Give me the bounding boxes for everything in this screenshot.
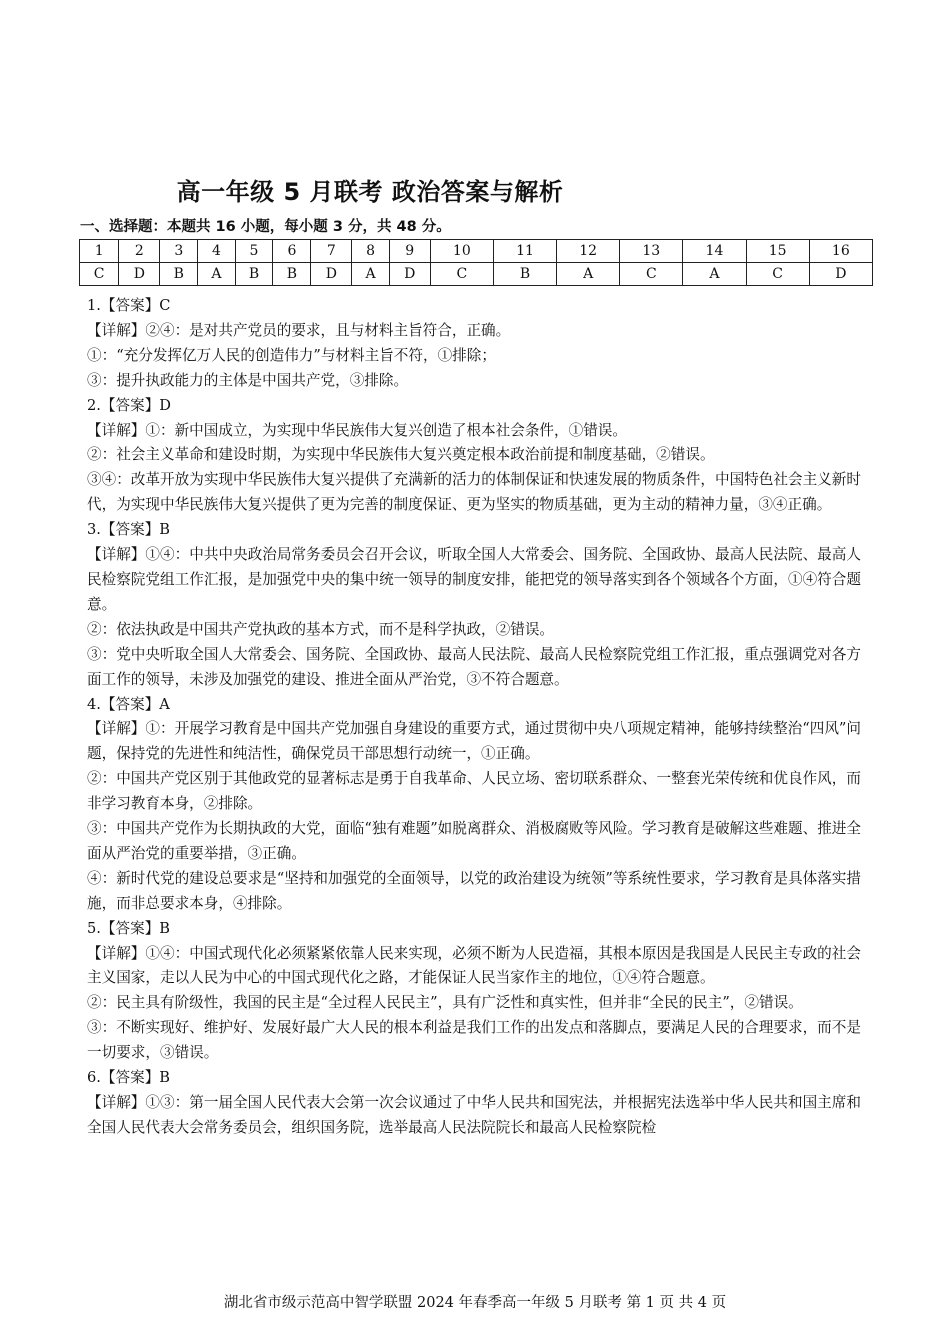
explanation-line: ③：提升执政能力的主体是中国共产党，③排除。 bbox=[87, 371, 409, 389]
question-number-cell: 6 bbox=[273, 240, 311, 263]
answer-line: 3.【答案】B bbox=[87, 521, 171, 539]
question-number-cell: 3 bbox=[160, 240, 198, 263]
question-number-cell: 7 bbox=[311, 240, 352, 263]
page-footer: 湖北省市级示范高中智学联盟 2024 年春季高一年级 5 月联考 第 1 页 共 4 页 bbox=[223, 1295, 727, 1311]
answer-cell: C bbox=[746, 263, 809, 286]
explanation-line: ②：民主具有阶级性，我国的民主是“全过程人民民主”，具有广泛性和真实性，但并非“全民的民主”，②错误。 bbox=[87, 994, 803, 1012]
question-number-cell: 12 bbox=[557, 240, 620, 263]
explanation-line: 【详解】①：开展学习教育是中国共产党加强自身建设的重要方式，通过贯彻中央八项规定精神，能够持续整治“四风”问题，保持党的先进性和纯洁性，确保党员干部思想行动统一，①正确。 bbox=[87, 720, 861, 763]
answer-cell: B bbox=[493, 263, 556, 286]
question-number-cell: 11 bbox=[493, 240, 556, 263]
explanation-line: ①：“充分发挥亿万人民的创造伟力”与材料主旨不符，①排除； bbox=[87, 346, 496, 364]
answer-cell: A bbox=[683, 263, 746, 286]
answer-table bbox=[79, 239, 873, 286]
answer-cell: B bbox=[273, 263, 311, 286]
answer-line: 5.【答案】B bbox=[87, 919, 171, 937]
answer-cell: B bbox=[235, 263, 273, 286]
question-number-cell: 8 bbox=[352, 240, 389, 263]
answer-cell: B bbox=[160, 263, 198, 286]
explanation-line: 【详解】①：新中国成立，为实现中华民族伟大复兴创造了根本社会条件，①错误。 bbox=[87, 421, 627, 439]
question-number-cell: 1 bbox=[80, 240, 119, 263]
explanation-line: ②：中国共产党区别于其他政党的显著标志是勇于自我革命、人民立场、密切联系群众、一整套光荣传统和优良作风，而非学习教育本身，②排除。 bbox=[87, 770, 861, 813]
answer-cell: D bbox=[389, 263, 430, 286]
question-number-cell: 10 bbox=[430, 240, 493, 263]
answer-line: 1.【答案】C bbox=[87, 297, 171, 314]
explanation-line: ②：社会主义革命和建设时期，为实现中华民族伟大复兴奠定根本政治前提和制度基础，②错误。 bbox=[87, 446, 715, 464]
answer-cell: D bbox=[809, 263, 872, 286]
answer-cell: A bbox=[557, 263, 620, 286]
explanation-line: 【详解】①③：第一届全国人民代表大会第一次会议通过了中华人民共和国宪法，并根据宪法选举中华人民共和国主席和全国人民代表大会常务委员会，组织国务院，选举最高人民法院院长和最高人民检察院检 bbox=[87, 1094, 861, 1136]
answer-line: 6.【答案】B bbox=[87, 1069, 171, 1087]
answer-cell: D bbox=[311, 263, 352, 286]
explanation-line: 【详解】②④：是对共产党员的要求，且与材料主旨符合，正确。 bbox=[87, 321, 511, 339]
question-number-cell: 13 bbox=[620, 240, 683, 263]
question-number-cell: 2 bbox=[119, 240, 160, 263]
explanation-line: ③：不断实现好、维护好、发展好最广大人民的根本利益是我们工作的出发点和落脚点，要满足人民的合理要求，而不是一切要求，③错误。 bbox=[87, 1019, 861, 1062]
answer-table-answer-row bbox=[80, 263, 873, 286]
question-number-cell: 5 bbox=[235, 240, 273, 263]
question-number-cell: 16 bbox=[809, 240, 872, 263]
answer-table-number-row bbox=[80, 240, 873, 263]
explanation-line: 【详解】①④：中国式现代化必须紧紧依靠人民来实现，必须不断为人民造福，其根本原因是我国是人民民主专政的社会主义国家，走以人民为中心的中国式现代化之路，才能保证人民当家作主的地位，①④符合题意。 bbox=[87, 944, 861, 987]
section-heading: 一、选择题：本题共 16 小题，每小题 3 分，共 48 分。 bbox=[80, 219, 451, 235]
answer-cell: A bbox=[198, 263, 235, 286]
answer-line: 2.【答案】D bbox=[87, 396, 171, 414]
question-number-cell: 14 bbox=[683, 240, 746, 263]
explanation-body bbox=[87, 294, 861, 1141]
answer-cell: A bbox=[352, 263, 389, 286]
explanation-line: 【详解】①④：中共中央政治局常务委员会召开会议，听取全国人大常委会、国务院、全国政协、最高人民法院、最高人民检察院党组工作汇报，是加强党中央的集中统一领导的制度安排，能把党的领导落实到各个领域各个方面，①④符合题意。 bbox=[87, 546, 861, 613]
answer-cell: D bbox=[119, 263, 160, 286]
explanation-line: ③：中国共产党作为长期执政的大党，面临“独有难题”如脱离群众、消极腐败等风险。学习教育是破解这些难题、推进全面从严治党的重要举措，③正确。 bbox=[87, 820, 861, 862]
answer-cell: C bbox=[80, 263, 119, 286]
page-title: 高一年级 5 月联考 政治答案与解析 bbox=[176, 178, 564, 206]
answer-cell: C bbox=[620, 263, 683, 286]
question-number-cell: 4 bbox=[198, 240, 235, 263]
question-number-cell: 15 bbox=[746, 240, 809, 263]
question-number-cell: 9 bbox=[389, 240, 430, 263]
answer-line: 4.【答案】A bbox=[87, 695, 170, 713]
explanation-line: ②：依法执政是中国共产党执政的基本方式，而不是科学执政，②错误。 bbox=[87, 620, 555, 638]
answer-cell: C bbox=[430, 263, 493, 286]
explanation-line: ③：党中央听取全国人大常委会、国务院、全国政协、最高人民法院、最高人民检察院党组工作汇报，重点强调党对各方面工作的领导，未涉及加强党的建设、推进全面从严治党，③不符合题意。 bbox=[87, 645, 861, 688]
explanation-line: ④：新时代党的建设总要求是“坚持和加强党的全面领导，以党的政治建设为统领”等系统性要求，学习教育是具体落实措施，而非总要求本身，④排除。 bbox=[87, 869, 861, 912]
explanation-line: ③④：改革开放为实现中华民族伟大复兴提供了充满新的活力的体制保证和快速发展的物质条件，中国特色社会主义新时代，为实现中华民族伟大复兴提供了更为完善的制度保证、更为坚实的物质基础，更为主动的精神力量，③④正确。 bbox=[87, 471, 861, 514]
